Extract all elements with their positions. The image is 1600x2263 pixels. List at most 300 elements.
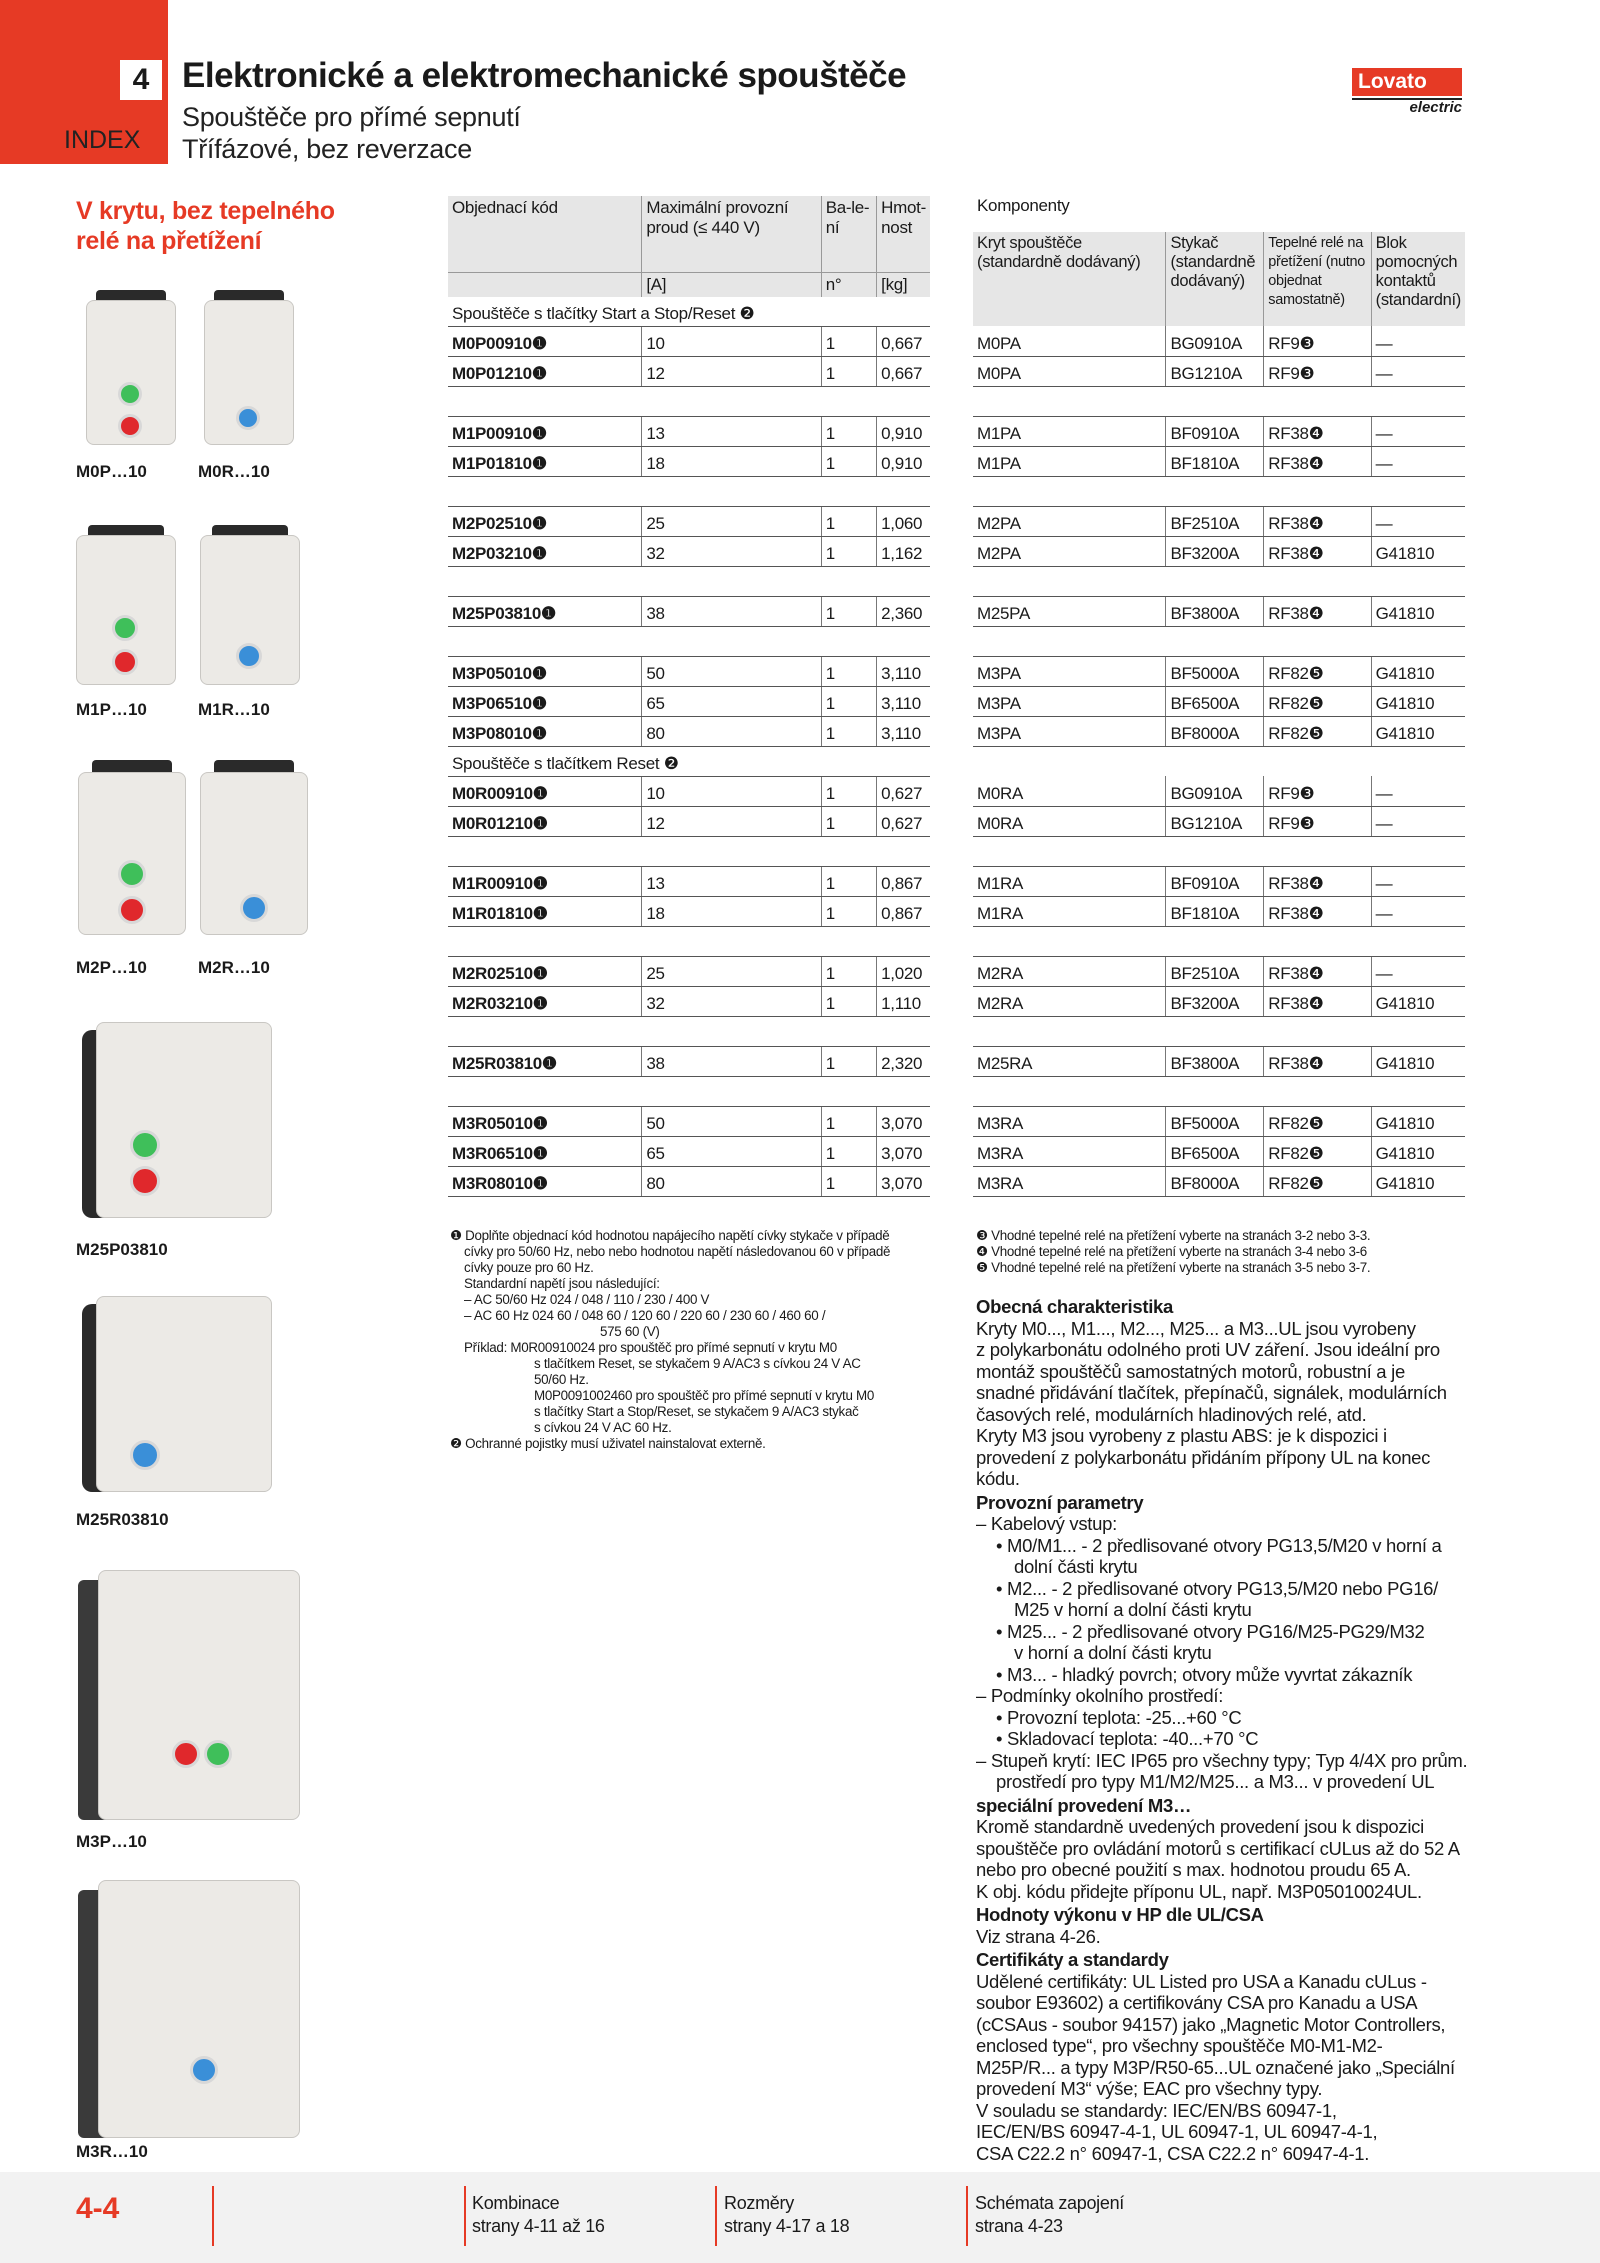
- footnote-line: s tlačítkem Reset, se stykačem 9 A/AC3 s cívkou 24 V AC: [534, 1356, 861, 1371]
- footnote-line: 50/60 Hz.: [534, 1372, 589, 1387]
- table-row: [973, 1166, 1465, 1196]
- table-cell: 1: [821, 657, 876, 687]
- table-cell: 1: [821, 717, 876, 747]
- product-image-m0r: [204, 290, 294, 445]
- table-row: [448, 777, 930, 807]
- table-cell: G41810: [1371, 536, 1465, 566]
- table-cell: RF38❹: [1264, 1046, 1371, 1076]
- table-spacer-row: [973, 626, 1465, 656]
- table-row: [448, 507, 930, 537]
- footnote-line: cívky pro 50/60 Hz, nebo nebo hodnotou napětí následovanou 60 v případě: [464, 1244, 891, 1259]
- table-cell: 1: [821, 867, 876, 897]
- spacer: [448, 627, 930, 657]
- table-cell: 0,667: [877, 327, 930, 357]
- spacer: [448, 1017, 930, 1047]
- paragraph-line: – Podmínky okolního prostředí:: [976, 1685, 1224, 1706]
- table-cell: M3R08010❶: [448, 1167, 642, 1197]
- table-cell: —: [1371, 896, 1465, 926]
- table-cell: 18: [642, 897, 821, 927]
- table-cell: 0,910: [877, 417, 930, 447]
- table-cell: 1: [821, 327, 876, 357]
- table-spacer-row: [973, 566, 1465, 596]
- table-cell: n°: [821, 272, 876, 297]
- spacer: [448, 837, 930, 867]
- table-cell: 1: [821, 417, 876, 447]
- table-cell: 2,320: [877, 1047, 930, 1077]
- table-cell: —: [1371, 866, 1465, 896]
- table-cell: M3R05010❶: [448, 1107, 642, 1137]
- table-cell: 12: [642, 807, 821, 837]
- table-cell: BG0910A: [1166, 326, 1264, 356]
- table-cell: M3RA: [973, 1106, 1166, 1136]
- table-cell: Objednací kód: [452, 198, 558, 217]
- footnote-line: ❹ Vhodné tepelné relé na přetížení vyberte na stranách 3-4 nebo 3-6: [976, 1244, 1367, 1259]
- table-cell: 0,867: [877, 867, 930, 897]
- table-cell: M3PA: [973, 686, 1166, 716]
- table-cell: M2P03210❶: [448, 537, 642, 567]
- table-spacer-row: [973, 1016, 1465, 1046]
- table-cell: 1: [821, 897, 876, 927]
- table-cell: 38: [642, 597, 821, 627]
- table-cell: [448, 272, 642, 297]
- table-cell: Kryt spouštěče (standardně dodávaný): [977, 234, 1141, 271]
- table-cell: —: [1371, 326, 1465, 356]
- paragraph-line: montáž spouštěčů samostatných motorů, robustní a je: [976, 1360, 1405, 1382]
- table-cell: BF6500A: [1166, 686, 1264, 716]
- table-cell: 0,627: [877, 777, 930, 807]
- paragraph-line: • M3... - hladký povrch; otvory může vyvrtat zákazník: [996, 1663, 1413, 1685]
- group-label: Spouštěče s tlačítky Start a Stop/Reset ❷: [448, 297, 930, 327]
- table-row: [973, 896, 1465, 926]
- table-cell: M2R02510❶: [448, 957, 642, 987]
- table-cell: G41810: [1371, 656, 1465, 686]
- table-cell: M0PA: [973, 356, 1166, 386]
- spacer: [973, 566, 1465, 596]
- table-cell: 65: [642, 1137, 821, 1167]
- label-m2p: M2P…10: [76, 958, 147, 977]
- spacer: [973, 746, 1465, 776]
- spacer: [973, 626, 1465, 656]
- table-cell: 38: [642, 1047, 821, 1077]
- table-cell: BF5000A: [1166, 1106, 1264, 1136]
- table-cell: M3P06510❶: [448, 687, 642, 717]
- paragraph-line: • M0/M1... - 2 předlisované otvory PG13,5/M20 v horní a: [996, 1534, 1442, 1556]
- footnote-line: ❸ Vhodné tepelné relé na přetížení vyberte na stranách 3-2 nebo 3-3.: [976, 1228, 1371, 1243]
- table-row: [973, 1106, 1465, 1136]
- paragraph-line: K obj. kódu přidejte příponu UL, např. M3P05010024UL.: [976, 1880, 1422, 1902]
- table-cell: RF38❹: [1264, 416, 1371, 446]
- table-row: [973, 506, 1465, 536]
- table-cell: 3,070: [877, 1167, 930, 1197]
- table-cell: M0R01210❶: [448, 807, 642, 837]
- product-image-m1r: [200, 525, 300, 685]
- table-cell: RF82❺: [1264, 716, 1371, 746]
- paragraph-line: enclosed type“, pro všechny spouštěče M0-M1-M2-: [976, 2035, 1383, 2056]
- table-cell: 3,110: [877, 717, 930, 747]
- table-spacer-row: [448, 837, 930, 867]
- table-spacer-row: [448, 387, 930, 417]
- table-row: [448, 447, 930, 477]
- table-cell: BF8000A: [1166, 716, 1264, 746]
- table-cell: RF38❹: [1264, 896, 1371, 926]
- table-cell: BF6500A: [1166, 1136, 1264, 1166]
- product-image-m2r: [200, 760, 308, 935]
- table-cell: M3RA: [973, 1166, 1166, 1196]
- paragraph-line: M25 v horní a dolní části krytu: [1014, 1599, 1252, 1620]
- table-spacer-row: [973, 746, 1465, 776]
- table-cell: Tepelné relé na přetížení (nutno objednat samostatně): [1264, 232, 1371, 326]
- table-row: [448, 1047, 930, 1077]
- table-cell: RF82❺: [1264, 656, 1371, 686]
- logo-wordmark: Lovato: [1352, 68, 1462, 96]
- page-title: Elektronické a elektromechanické spouštěče: [182, 56, 907, 95]
- table-cell: BF5000A: [1166, 656, 1264, 686]
- index-link[interactable]: INDEX: [64, 126, 141, 154]
- table-row: [448, 717, 930, 747]
- table-cell: M1PA: [973, 416, 1166, 446]
- table-spacer-row: [448, 477, 930, 507]
- table-cell: RF9❸: [1264, 776, 1371, 806]
- label-m2r: M2R…10: [198, 958, 270, 977]
- paragraph-line: snadné přidávání tlačítek, přepínačů, signálek, modulárních: [976, 1382, 1447, 1403]
- table-row: [448, 867, 930, 897]
- table-row: [973, 596, 1465, 626]
- spacer: [973, 1076, 1465, 1106]
- table-cell: 3,070: [877, 1137, 930, 1167]
- product-image-m3r: [78, 1880, 300, 2138]
- table-cell: RF9❸: [1264, 326, 1371, 356]
- footer-divider: [966, 2186, 968, 2246]
- table-cell: BG1210A: [1166, 356, 1264, 386]
- table-header-row: [448, 196, 930, 272]
- table-cell: M25P03810❶: [448, 597, 642, 627]
- paragraph-line: CSA C22.2 n° 60947-1, CSA C22.2 n° 60947-4-1.: [976, 2142, 1370, 2164]
- group-label: Spouštěče s tlačítkem Reset ❷: [448, 747, 930, 777]
- section-heading: Obecná charakteristika: [976, 1296, 1174, 1317]
- table-cell: 1: [821, 357, 876, 387]
- label-m0r: M0R…10: [198, 462, 270, 481]
- table-cell: —: [1371, 446, 1465, 476]
- description-block: [976, 1296, 1476, 2164]
- table-row: [448, 897, 930, 927]
- table-cell: M1R01810❶: [448, 897, 642, 927]
- table-cell: 1: [821, 777, 876, 807]
- label-m0p: M0P…10: [76, 462, 147, 481]
- table-cell: RF38❹: [1264, 506, 1371, 536]
- section-heading: speciální provedení M3…: [976, 1794, 1192, 1816]
- table-cell: BG1210A: [1166, 806, 1264, 836]
- table-cell: 0,910: [877, 447, 930, 477]
- table-cell: 80: [642, 1167, 821, 1197]
- table-row: [448, 327, 930, 357]
- table-cell: BG0910A: [1166, 776, 1264, 806]
- paragraph-line: Udělené certifikáty: UL Listed pro USA a Kanadu cULus -: [976, 1970, 1427, 1992]
- section-number: 4: [120, 60, 162, 100]
- table-cell: 10: [642, 327, 821, 357]
- paragraph-line: spouštěče pro ovládání motorů s certifikací cULus až do 52 A: [976, 1837, 1460, 1859]
- spacer: [448, 387, 930, 417]
- paragraph-line: provedení M3“ výše; EAC pro všechny typy.: [976, 2078, 1323, 2099]
- table-cell: M0R00910❶: [448, 777, 642, 807]
- table-spacer-row: [973, 926, 1465, 956]
- footer-link-kombinace[interactable]: Kombinace strany 4-11 až 16: [472, 2193, 605, 2236]
- table-cell: M3P08010❶: [448, 717, 642, 747]
- table-cell: M2R03210❶: [448, 987, 642, 1017]
- footnote-line: – AC 60 Hz 024 60 / 048 60 / 120 60 / 220 60 / 230 60 / 460 60 /: [464, 1308, 826, 1323]
- table-cell: G41810: [1371, 1136, 1465, 1166]
- table-cell: 0,627: [877, 807, 930, 837]
- label-m3r: M3R…10: [76, 2142, 148, 2161]
- lovato-logo: [1352, 68, 1462, 116]
- table-cell: M3P05010❶: [448, 657, 642, 687]
- paragraph-line: • Provozní teplota: -25...+60 °C: [996, 1706, 1242, 1728]
- table-group-row: [448, 297, 930, 327]
- table-row: [973, 716, 1465, 746]
- table-row: [973, 536, 1465, 566]
- table-cell: 1: [821, 537, 876, 567]
- table-spacer-row: [973, 476, 1465, 506]
- product-image-m25p: [82, 1022, 272, 1218]
- table-cell: 1,060: [877, 507, 930, 537]
- paragraph-line: V souladu se standardy: IEC/EN/BS 60947-1,: [976, 2099, 1337, 2121]
- label-m25r: M25R03810: [76, 1510, 169, 1529]
- table-cell: M25RA: [973, 1046, 1166, 1076]
- table-cell: 0,667: [877, 357, 930, 387]
- footnote-line: – AC 50/60 Hz 024 / 048 / 110 / 230 / 400 V: [464, 1292, 710, 1307]
- table-row: [448, 537, 930, 567]
- footnote-line: Příklad: M0R00910024 pro spouštěč pro přímé sepnutí v krytu M0: [464, 1340, 837, 1355]
- table-cell: 1,110: [877, 987, 930, 1017]
- table-cell: M25PA: [973, 596, 1166, 626]
- footnote-line: 575 60 (V): [600, 1324, 660, 1339]
- table-row: [973, 806, 1465, 836]
- table-spacer-row: [448, 567, 930, 597]
- table-cell: 13: [642, 417, 821, 447]
- table-spacer-row: [448, 927, 930, 957]
- table-row: [973, 326, 1465, 356]
- table-row: [973, 956, 1465, 986]
- table-row: [973, 1136, 1465, 1166]
- table-cell: M2P02510❶: [448, 507, 642, 537]
- paragraph-line: provedení z polykarbonátu přidáním přípony UL na konec kódu.: [976, 1446, 1431, 1489]
- table-cell: 13: [642, 867, 821, 897]
- paragraph-line: prostředí pro typy M1/M2/M25... a M3... v provedení UL: [996, 1771, 1435, 1792]
- table-cell: —: [1371, 356, 1465, 386]
- table-cell: 1: [821, 957, 876, 987]
- table-cell: RF9❸: [1264, 806, 1371, 836]
- footnote-line: s cívkou 24 V AC 60 Hz.: [534, 1420, 672, 1435]
- footnote-line: cívky pouze pro 60 Hz.: [464, 1260, 594, 1275]
- table-row: [448, 957, 930, 987]
- table-cell: M2RA: [973, 986, 1166, 1016]
- label-m25p: M25P03810: [76, 1240, 168, 1259]
- product-image-m3p: [78, 1570, 300, 1820]
- table-cell: RF38❹: [1264, 866, 1371, 896]
- table-cell: 2,360: [877, 597, 930, 627]
- product-image-m0p: [86, 290, 176, 445]
- table-row: [448, 987, 930, 1017]
- table-cell: 3,110: [877, 687, 930, 717]
- paragraph-line: – Stupeň krytí: IEC IP65 pro všechny typy; Typ 4/4X pro prům.: [976, 1749, 1468, 1771]
- table-cell: 12: [642, 357, 821, 387]
- paragraph-line: • M25... - 2 předlisované otvory PG16/M25-PG29/M32: [996, 1620, 1425, 1642]
- table-cell: M2PA: [973, 506, 1166, 536]
- table-cell: 1: [821, 687, 876, 717]
- table-cell: Ba-le-ní: [821, 196, 876, 272]
- table-cell: G41810: [1371, 596, 1465, 626]
- footer-divider: [212, 2186, 214, 2246]
- paragraph-line: M25P/R... a typy M3P/R50-65...UL označené jako „Speciální: [976, 2056, 1455, 2078]
- table-cell: G41810: [1371, 716, 1465, 746]
- table-row: [973, 986, 1465, 1016]
- table-row: [973, 446, 1465, 476]
- footer-divider: [464, 2186, 466, 2246]
- table-cell: 1: [821, 1167, 876, 1197]
- table-cell: 1: [821, 507, 876, 537]
- paragraph-line: Kryty M3 jsou vyrobeny z plastu ABS: je k dispozici i: [976, 1425, 1387, 1446]
- page-number: 4-4: [76, 2192, 120, 2225]
- table-cell: BF3800A: [1166, 1046, 1264, 1076]
- table-cell: BF2510A: [1166, 956, 1264, 986]
- label-m3p: M3P…10: [76, 1832, 147, 1851]
- table-cell: M3PA: [973, 656, 1166, 686]
- table-cell: BF8000A: [1166, 1166, 1264, 1196]
- table-row: [448, 1167, 930, 1197]
- table-cell: 50: [642, 657, 821, 687]
- spacer: [448, 567, 930, 597]
- table-cell: 18: [642, 447, 821, 477]
- footer-link-rozmery[interactable]: Rozměry strany 4-17 a 18: [724, 2193, 850, 2236]
- page-subtitle-2: Třífázové, bez reverzace: [182, 134, 472, 164]
- footnote-line: M0P0091002460 pro spouštěč pro přímé sepnutí v krytu M0: [534, 1388, 875, 1403]
- table-cell: [kg]: [877, 272, 930, 297]
- table-row: [448, 357, 930, 387]
- table-cell: M2PA: [973, 536, 1166, 566]
- table-cell: 65: [642, 687, 821, 717]
- table-cell: RF38❹: [1264, 446, 1371, 476]
- table-spacer-row: [448, 1017, 930, 1047]
- table-cell: —: [1371, 806, 1465, 836]
- table-cell: BF3800A: [1166, 596, 1264, 626]
- paragraph-line: časových relé, modulárních hladinových relé, atd.: [976, 1403, 1367, 1425]
- spacer: [973, 1016, 1465, 1046]
- table-units-row: [448, 272, 930, 297]
- table-cell: BF0910A: [1166, 416, 1264, 446]
- paragraph-line: • Skladovací teplota: -40...+70 °C: [996, 1728, 1259, 1749]
- section-heading: Certifikáty a standardy: [976, 1949, 1169, 1970]
- table-cell: M1R00910❶: [448, 867, 642, 897]
- table-cell: RF9❸: [1264, 356, 1371, 386]
- table-cell: 25: [642, 507, 821, 537]
- table-row: [973, 866, 1465, 896]
- table-cell: RF82❺: [1264, 1136, 1371, 1166]
- table-cell: 1,020: [877, 957, 930, 987]
- table-cell: BF3200A: [1166, 986, 1264, 1016]
- table-cell: Hmot-nost: [877, 196, 930, 272]
- footnote-line: s tlačítky Start a Stop/Reset, se stykačem 9 A/AC3 stykač: [534, 1404, 859, 1419]
- table-cell: M2RA: [973, 956, 1166, 986]
- table-group-row: [448, 747, 930, 777]
- table-cell: 10: [642, 777, 821, 807]
- table-cell: 1: [821, 597, 876, 627]
- table-cell: G41810: [1371, 1166, 1465, 1196]
- table-row: [448, 1137, 930, 1167]
- table-cell: BF2510A: [1166, 506, 1264, 536]
- table-row: [448, 597, 930, 627]
- label-m1r: M1R…10: [198, 700, 270, 719]
- table-cell: RF82❺: [1264, 1106, 1371, 1136]
- table-cell: —: [1371, 956, 1465, 986]
- spacer: [973, 926, 1465, 956]
- table-cell: —: [1371, 776, 1465, 806]
- product-image-m25r: [82, 1296, 272, 1492]
- table-cell: G41810: [1371, 1106, 1465, 1136]
- paragraph-line: dolní části krytu: [1014, 1556, 1138, 1577]
- table-cell: 1: [821, 447, 876, 477]
- table-cell: RF38❹: [1264, 596, 1371, 626]
- table-cell: M3R06510❶: [448, 1137, 642, 1167]
- table-cell: 32: [642, 537, 821, 567]
- table-spacer-row: [448, 1077, 930, 1107]
- spacer: [973, 386, 1465, 416]
- footer-divider: [715, 2186, 717, 2246]
- table-cell: RF82❺: [1264, 686, 1371, 716]
- table-cell: 3,070: [877, 1107, 930, 1137]
- paragraph-line: (cCSAus - soubor 94157) jako „Magnetic Motor Controllers,: [976, 2013, 1446, 2035]
- table-cell: M3PA: [973, 716, 1166, 746]
- logo-subtext: electric: [1352, 98, 1462, 116]
- table-cell: [A]: [642, 272, 821, 297]
- table-cell: 80: [642, 717, 821, 747]
- table-header-row: [973, 232, 1465, 326]
- table-cell: G41810: [1371, 686, 1465, 716]
- section-heading: Hodnoty výkonu v HP dle UL/CSA: [976, 1904, 1264, 1925]
- table-row: [448, 1107, 930, 1137]
- table-cell: 1: [821, 1047, 876, 1077]
- table-cell: M0RA: [973, 806, 1166, 836]
- footer-link-schemata[interactable]: Schémata zapojení strana 4-23: [975, 2193, 1124, 2236]
- product-image-m2p: [78, 760, 186, 935]
- table-cell: G41810: [1371, 1046, 1465, 1076]
- paragraph-line: nebo pro obecné použití s max. hodnotou proudu 65 A.: [976, 1859, 1411, 1880]
- table-row: [973, 356, 1465, 386]
- product-image-m1p: [76, 525, 176, 685]
- paragraph-line: soubor E93602) a certifikovány CSA pro Kanadu a USA: [976, 1992, 1418, 2013]
- table-cell: M1PA: [973, 446, 1166, 476]
- table-cell: 1: [821, 987, 876, 1017]
- paragraph-line: Kryty M0..., M1..., M2..., M25... a M3...UL jsou vyrobeny: [976, 1317, 1416, 1339]
- table-cell: 25: [642, 957, 821, 987]
- table-spacer-row: [973, 836, 1465, 866]
- table-cell: M0PA: [973, 326, 1166, 356]
- table-row: [973, 776, 1465, 806]
- table-cell: 1: [821, 1107, 876, 1137]
- table-cell: Blok pomocných kontaktů (standardní): [1371, 232, 1465, 326]
- table-spacer-row: [448, 627, 930, 657]
- table-cell: M1P01810❶: [448, 447, 642, 477]
- footnote-line: ❺ Vhodné tepelné relé na přetížení vyberte na stranách 3-5 nebo 3-7.: [976, 1260, 1371, 1275]
- table-spacer-row: [973, 1076, 1465, 1106]
- table-row: [973, 1046, 1465, 1076]
- table-row: [973, 656, 1465, 686]
- spacer: [973, 836, 1465, 866]
- table-cell: 32: [642, 987, 821, 1017]
- footnote-line: Standardní napětí jsou následující:: [464, 1276, 660, 1291]
- table-cell: —: [1371, 416, 1465, 446]
- table-cell: 3,110: [877, 657, 930, 687]
- table-row: [448, 417, 930, 447]
- table-cell: 1,162: [877, 537, 930, 567]
